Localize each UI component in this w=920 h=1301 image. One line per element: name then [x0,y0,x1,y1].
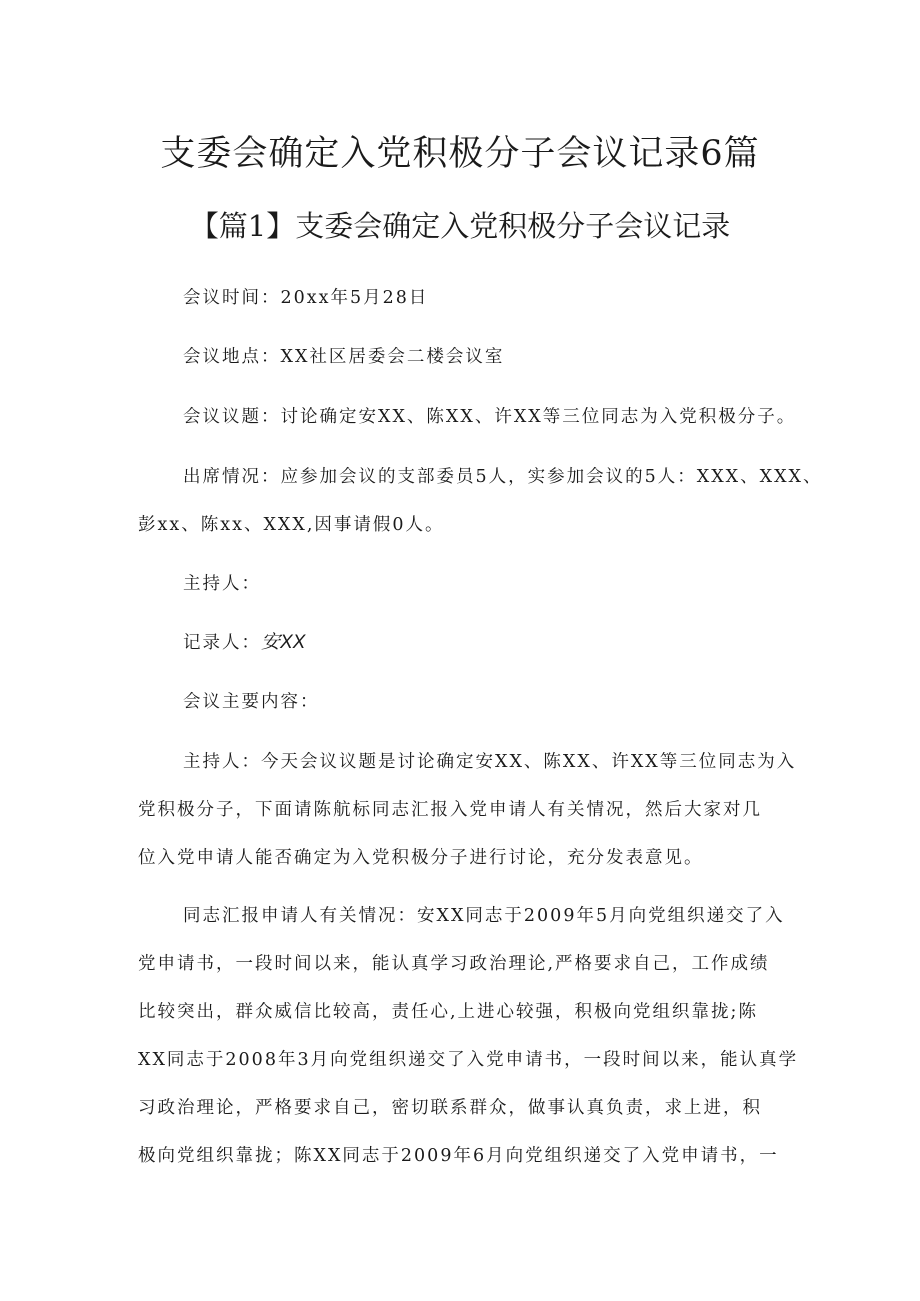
host-speech-line-3: 位入党申请人能否确定为入党积极分子进行讨论，充分发表意见。 [138,848,704,868]
report-line-2: 党申请书，一段时间以来，能认真学习政治理论,严格要求自己，工作成绩 [138,954,770,974]
meeting-time: 会议时间：20xx年5月28日 [183,288,429,308]
attendance-line-1: 出席情况：应参加会议的支部委员5人，实参加会议的5人：XXX、XXX、 [183,467,823,487]
host-speech-line-2: 党积极分子，下面请陈航标同志汇报入党申请人有关情况，然后大家对几 [138,800,762,820]
document-title: 支委会确定入党积极分子会议记录6篇 [160,134,760,174]
content-label: 会议主要内容： [183,692,320,712]
host-speech-line-1: 主持人：今天会议议题是讨论确定安XX、陈XX、许XX等三位同志为入 [183,752,797,772]
meeting-place: 会议地点：XX社区居委会二楼会议室 [183,347,505,367]
recorder-value: 安XX [261,632,306,653]
report-line-4: XX同志于2008年3月向党组织递交了入党申请书，一段时间以来，能认真学 [138,1050,799,1070]
host-label: 主持人： [183,574,261,594]
report-line-3: 比较突出，群众威信比较高，责任心,上进心较强，积极向党组织靠拢;陈 [138,1002,758,1022]
report-line-6: 极向党组织靠拢；陈XX同志于2009年6月向党组织递交了入党申请书，一 [138,1146,779,1166]
attendance-line-2: 彭xx、陈xx、XXX,因事请假0人。 [138,515,445,535]
recorder-line [183,630,305,656]
meeting-topic: 会议议题：讨论确定安XX、陈XX、许XX等三位同志为入党积极分子。 [183,407,797,427]
report-line-5: 习政治理论，严格要求自己，密切联系群众，做事认真负责，求上进，积 [138,1098,762,1118]
recorder-label: 记录人： [183,633,261,653]
report-line-1: 同志汇报申请人有关情况：安XX同志于2009年5月向党组织递交了入 [183,906,785,926]
section-title: 【篇1】支委会确定入党积极分子会议记录 [189,209,731,243]
